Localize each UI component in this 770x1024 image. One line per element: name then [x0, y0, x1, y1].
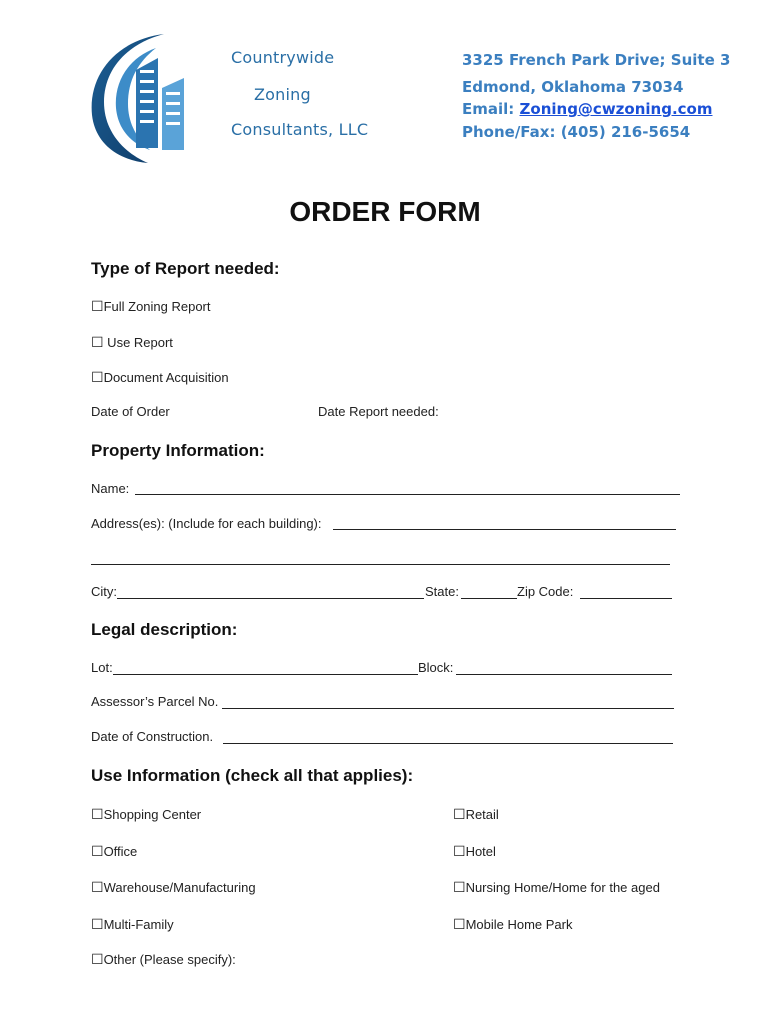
checkbox-icon[interactable]: ☐ — [91, 369, 104, 385]
checkbox-icon[interactable]: ☐ — [91, 334, 104, 350]
lot-label: Lot: — [91, 660, 113, 675]
checkbox-icon[interactable]: ☐ — [453, 843, 466, 859]
checkbox-label: Nursing Home/Home for the aged — [465, 880, 660, 895]
page-title: ORDER FORM — [289, 196, 481, 227]
company-logo-icon — [86, 30, 201, 165]
checkbox-shopping-center[interactable] — [91, 806, 201, 823]
city-label: City: — [91, 584, 117, 599]
construction-date-label: Date of Construction. — [91, 729, 214, 744]
checkbox-use-report[interactable] — [91, 334, 173, 351]
state-field[interactable] — [461, 598, 517, 599]
checkbox-office[interactable] — [91, 843, 137, 860]
parcel-field[interactable] — [222, 708, 674, 709]
logo-text-consultants: Consultants, LLC — [231, 120, 369, 139]
block-label: Block: — [418, 660, 454, 675]
zip-label: Zip Code: — [517, 584, 574, 599]
address-field[interactable] — [333, 529, 676, 530]
checkbox-mobile-home-park[interactable] — [453, 916, 573, 933]
checkbox-full-zoning[interactable] — [91, 298, 211, 315]
checkbox-label: Other (Please specify): — [103, 952, 236, 967]
construction-date-field[interactable] — [223, 743, 673, 744]
contact-phone: Phone/Fax: (405) 216-5654 — [462, 123, 691, 141]
report-type-heading: Type of Report needed: — [91, 259, 280, 278]
checkbox-label: Document Acquisition — [103, 370, 229, 385]
parcel-label: Assessor’s Parcel No. — [91, 694, 219, 709]
use-info-heading: Use Information (check all that applies): — [91, 766, 414, 785]
checkbox-icon[interactable]: ☐ — [91, 951, 104, 967]
checkbox-icon[interactable]: ☐ — [453, 806, 466, 822]
checkbox-label: Office — [103, 844, 138, 859]
checkbox-label: Use Report — [103, 335, 173, 350]
logo-text-zoning: Zoning — [254, 85, 311, 104]
contact-email-link[interactable]: Zoning@cwzoning.com — [519, 100, 713, 118]
name-label: Name: — [91, 481, 130, 496]
checkbox-label: Retail — [465, 807, 499, 822]
date-of-order-label: Date of Order — [91, 404, 170, 419]
address-field-line2[interactable] — [91, 564, 670, 565]
checkbox-hotel[interactable] — [453, 843, 496, 860]
checkbox-icon[interactable]: ☐ — [453, 879, 466, 895]
checkbox-label: Warehouse/Manufacturing — [103, 880, 256, 895]
checkbox-icon[interactable]: ☐ — [453, 916, 466, 932]
checkbox-nursing-home[interactable] — [453, 879, 660, 896]
block-field[interactable] — [456, 674, 672, 675]
checkbox-label: Hotel — [465, 844, 496, 859]
property-info-heading: Property Information: — [91, 441, 265, 460]
checkbox-icon[interactable]: ☐ — [91, 806, 104, 822]
address-label: Address(es): (Include for each building): — [91, 516, 322, 531]
checkbox-icon[interactable]: ☐ — [91, 916, 104, 932]
checkbox-document-acquisition[interactable] — [91, 369, 229, 386]
lot-field[interactable] — [113, 674, 418, 675]
checkbox-icon[interactable]: ☐ — [91, 879, 104, 895]
contact-email-label: Email: — [462, 100, 520, 118]
state-label: State: — [425, 584, 459, 599]
contact-street: 3325 French Park Drive; Suite 3 — [462, 51, 731, 69]
checkbox-icon[interactable]: ☐ — [91, 298, 104, 314]
zip-field[interactable] — [580, 598, 672, 599]
date-report-needed-label: Date Report needed: — [318, 404, 439, 419]
city-field[interactable] — [117, 598, 424, 599]
checkbox-warehouse[interactable] — [91, 879, 256, 896]
checkbox-label: Mobile Home Park — [465, 917, 573, 932]
checkbox-label: Full Zoning Report — [103, 299, 211, 314]
contact-email-line — [462, 100, 712, 118]
checkbox-icon[interactable]: ☐ — [91, 843, 104, 859]
contact-city: Edmond, Oklahoma 73034 — [462, 78, 684, 96]
checkbox-label: Shopping Center — [103, 807, 202, 822]
checkbox-retail[interactable] — [453, 806, 499, 823]
checkbox-label: Multi-Family — [103, 917, 174, 932]
checkbox-other[interactable] — [91, 951, 236, 968]
checkbox-multi-family[interactable] — [91, 916, 174, 933]
logo-text-countrywide: Countrywide — [231, 48, 335, 67]
name-field[interactable] — [135, 494, 680, 495]
legal-description-heading: Legal description: — [91, 620, 238, 639]
